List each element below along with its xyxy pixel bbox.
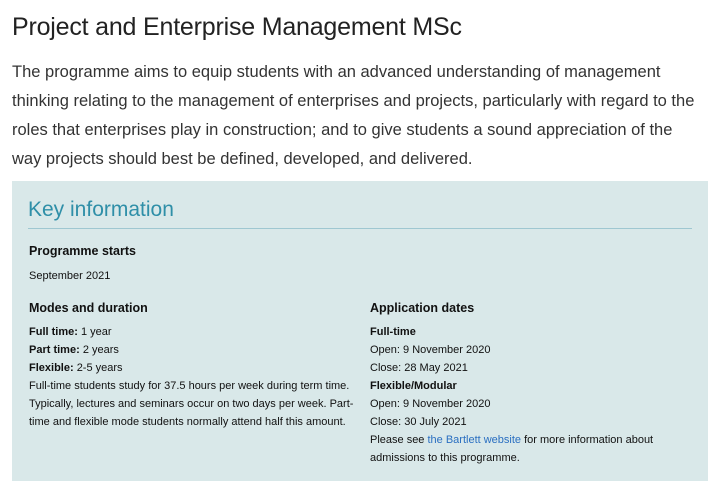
application-dates-section	[370, 299, 690, 467]
full-time-label: Full time:	[29, 326, 78, 338]
application-dates-heading: Application dates	[370, 301, 475, 315]
flexible-value: 2-5 years	[76, 362, 123, 374]
flexible-open-date: Open: 9 November 2020	[370, 398, 491, 410]
divider	[28, 228, 692, 229]
programme-starts-label: Programme starts	[29, 244, 136, 258]
full-time-close-date: Close: 28 May 2021	[370, 362, 468, 374]
key-information-panel	[12, 181, 708, 481]
part-time-row	[29, 341, 359, 359]
bartlett-website-link[interactable]: the Bartlett website	[427, 434, 522, 446]
programme-starts-value: September 2021	[29, 270, 111, 282]
flexible-row	[29, 359, 359, 377]
modes-note: Full-time students study for 37.5 hours per week during term time. Typically, lectures and seminars occur on two days per week. Part-time and flexible mode students normally attend half this amount.	[29, 380, 354, 428]
modes-duration-heading: Modes and duration	[29, 301, 148, 315]
full-time-open-date: Open: 9 November 2020	[370, 344, 491, 356]
admissions-note	[370, 431, 690, 467]
flexible-application-label: Flexible/Modular	[370, 380, 457, 392]
modes-duration-section	[29, 299, 359, 431]
page	[0, 0, 720, 174]
part-time-label: Part time:	[29, 344, 80, 356]
flexible-close-date: Close: 30 July 2021	[370, 416, 467, 428]
flexible-label: Flexible:	[29, 362, 74, 374]
admissions-note-prefix: Please see	[370, 434, 428, 446]
programme-intro: The programme aims to equip students with an advanced understanding of management thinking relating to the management of enterprises and projects, particularly with regard to the roles that enterprises play in construction; and to give students a sound appreciation of the way projects should best be defined, developed, and delivered.	[12, 63, 695, 168]
key-information-heading: Key information	[28, 198, 174, 221]
part-time-value: 2 years	[82, 344, 119, 356]
full-time-value: 1 year	[80, 326, 112, 338]
admissions-note-suffix: for more information about admissions to this programme.	[370, 434, 654, 464]
page-title: Project and Enterprise Management MSc	[12, 13, 462, 41]
full-time-row	[29, 323, 359, 341]
full-time-application-label: Full-time	[370, 326, 416, 338]
